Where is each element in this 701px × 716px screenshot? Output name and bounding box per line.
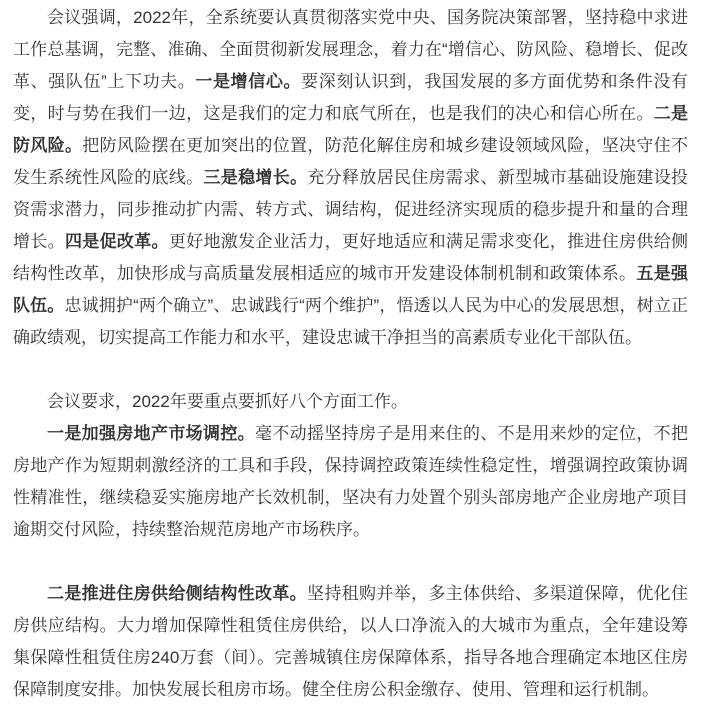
bold-text-segment: 二是推进住房供给侧结构性改革。 (47, 584, 307, 603)
text-segment: 会议要求，2022年要重点要抓好八个方面工作。 (47, 392, 408, 411)
bold-text-segment: 一是增信心。 (195, 72, 302, 91)
bold-text-segment: 五是强队伍。 (13, 264, 689, 315)
text-segment: 会议强调，2022年，全系统要认真贯彻落实党中央、国务院决策部署，坚持稳中求进工作总基调，完整、准确、全面贯彻新发展理念，着力在“增信心、防风险、稳增长、促改革、强队伍”上下功夫。 (13, 8, 688, 91)
text-segment: 要深刻认识到，我国发展的多方面优势和条件没有变，时与势在我们一边，这是我们的定力和底气所在，也是我们的决心和信心所在。 (13, 72, 689, 123)
paragraph (13, 418, 688, 546)
bold-text-segment: 二是防风险。 (13, 104, 689, 155)
text-segment: 坚持租购并举，多主体供给、多渠道保障，优化住房供应结构。大力增加保障性租赁住房供给，以人口净流入的大城市为重点，全年建设筹集保障性租赁住房240万套（间）。完善城镇住房保障体系，指导各地合理确定本地区住房保障制度安排。加快发展长租房市场。健全住房公积金缴存、使用、管理和运行机制。 (13, 584, 688, 699)
bold-text-segment: 三是稳增长。 (203, 168, 308, 187)
paragraph (13, 578, 688, 706)
text-segment: 充分释放居民住房需求、新型城市基础设施建设投资需求潜力，同步推动扩内需、转方式、调结构，促进经济实现质的稳步提升和量的合理增长。 (13, 168, 689, 251)
paragraph (13, 2, 688, 354)
text-segment: 更好地激发企业活力，更好地适应和满足需求变化，推进住房供给侧结构性改革，加快形成与高质量发展相适应的城市开发建设体制机制和政策体系。 (13, 232, 689, 283)
text-segment: 毫不动摇坚持房子是用来住的、不是用来炒的定位，不把房地产作为短期刺激经济的工具和手段，保持调控政策连续性稳定性，增强调控政策协调性精准性，继续稳妥实施房地产长效机制，坚决有力处置个别头部房地产企业房地产项目逾期交付风险，持续整治规范房地产市场秩序。 (13, 424, 688, 539)
bold-text-segment: 一是加强房地产市场调控。 (47, 424, 255, 443)
text-segment: 忠诚拥护“两个确立”、忠诚践行“两个维护”，悟透以人民为中心的发展思想，树立正确政绩观，切实提高工作能力和水平，建设忠诚干净担当的高素质专业化干部队伍。 (13, 296, 688, 347)
text-segment: 把防风险摆在更加突出的位置，防范化解住房和城乡建设领域风险，坚决守住不发生系统性风险的底线。 (13, 136, 689, 187)
bold-text-segment: 四是促改革。 (64, 232, 169, 251)
paragraph (13, 386, 688, 418)
